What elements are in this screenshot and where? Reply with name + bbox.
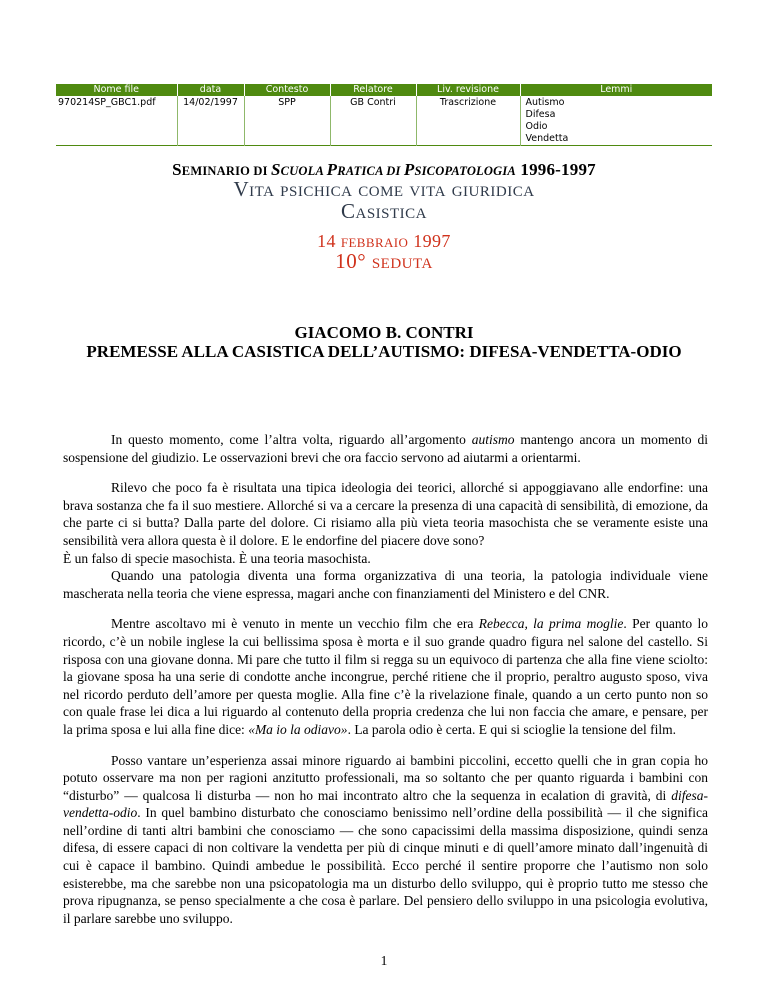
session-number: 10° seduta xyxy=(335,249,433,273)
paragraph: Rilevo che poco fa è risultata una tipica ideologia dei teorici, allorché si appoggiavano alle endorfine: una brava sostanza che fa il suo mestiere. Allorché si va a cercare la presenza di una capacità di sensibilità, di emozione, da che parte ci si butta? Dalla parte del dolore. Ci risiamo alla più vieta teoria masochista che se veramente esiste una sensibilità vera allora questa è il dolore. E le endorfine del piacere dove sono? xyxy=(63,480,708,548)
cell-file: 970214SP_GBC1.pdf xyxy=(56,96,177,146)
header-lemmi: Lemmi xyxy=(520,84,712,96)
talk-title: PREMESSE ALLA CASISTICA DELL’AUTISMO: DIFESA-VENDETTA-ODIO xyxy=(86,342,682,361)
doc-title-line1: Vita psichica come vita giuridica xyxy=(233,177,535,201)
paragraph: È un falso di specie masochista. È una teoria masochista. xyxy=(63,550,371,566)
header-speaker: Relatore xyxy=(330,84,416,96)
author-name: GIACOMO B. CONTRI xyxy=(294,323,474,342)
header-context: Contesto xyxy=(244,84,330,96)
header-date: data xyxy=(177,84,244,96)
cell-speaker: GB Contri xyxy=(330,96,416,146)
metadata-table xyxy=(56,84,712,146)
body-text xyxy=(63,431,708,940)
cell-revision: Trascrizione xyxy=(416,96,520,146)
session-date: 14 febbraio 1997 xyxy=(317,231,451,251)
header-file: Nome file xyxy=(56,84,177,96)
paragraph: In questo momento, come l’altra volta, riguardo all’argomento autismo mantengo ancora un momento di sospensione del giudizio. Le osservazioni brevi che ora faccio servono ad aiutarmi a orientarmi. xyxy=(63,432,708,465)
page-number: 1 xyxy=(380,953,388,968)
lemma-item: Autismo xyxy=(525,97,565,108)
doc-title-line2: Casistica xyxy=(340,199,427,223)
seminar-heading: SEMINARIO DI SCUOLA PRATICA DI PSICOPATOLOGIA 1996-1997 xyxy=(172,160,596,179)
lemma-item: Difesa xyxy=(525,109,556,120)
header-revision: Liv. revisione xyxy=(416,84,520,96)
metadata-header-row xyxy=(56,84,712,96)
cell-lemmi xyxy=(520,96,712,146)
cell-context: SPP xyxy=(244,96,330,146)
metadata-row xyxy=(56,96,712,146)
paragraph: Posso vantare un’esperienza assai minore riguardo ai bambini piccolini, eccetto quelli che in gran copia ho potuto osservare ma non per ragioni anzitutto professionali, ma so soltanto che per quanto riguarda i bambini con “disturbo” — qualcosa li disturba — non ho mai incontrato altro che la sequenza in ecalation di gravità, di difesa-vendetta-odio. In quel bambino disturbato che conosciamo benissimo nell’ordine della possibilità — il che significa nell’ordine di tanti altri bambini che conosciamo — che sono capacissimi della massima disposizione, quindi senza difesa, di essere capaci di non coltivare la vendetta per più di cinque minuti e di quell’amore minato dall’ingenuità di cui è capace il bambino. Quindi ambedue le possibilità. Ecco perché il sentire proporre che l’autismo non solo esisterebbe, ma che sarebbe non una psicopatologia ma un disturbo dello sviluppo, qui è proprio tutto me stesso che prova ripugnanza, se penso specialmente a che cosa è parlare. Del pensiero dello sviluppo in una psicologia evolutiva, il parlare sarebbe uno sviluppo. xyxy=(63,752,708,926)
cell-date: 14/02/1997 xyxy=(177,96,244,146)
lemma-item: Vendetta xyxy=(525,133,569,144)
lemma-item: Odio xyxy=(525,121,548,132)
paragraph: Quando una patologia diventa una forma organizzativa di una teoria, la patologia individuale viene mascherata nella teoria che viene espressa, magari anche con finanziamenti del Ministero e del CNR. xyxy=(63,568,708,601)
paragraph: Mentre ascoltavo mi è venuto in mente un vecchio film che era Rebecca, la prima moglie. Per quanto lo ricordo, c’è un nobile inglese la cui bellissima sposa è morta e il suo grande quadro figura nel salone del castello. Si risposa con una giovane donna. Mi pare che tutto il film si regga su un equivoco di partenza che alla fine viene sciolto: la giovane sposa ha una serie di condotte anche incongrue, perché ritiene che il proprio, peraltro augusto sposo, viva nel ricordo perduto dell’amore per questa moglie. Alla fine c’è la rivelazione finale, quando a un certo punto non so con quale frase lei dica a lui riguardo al contenuto della propria credenza che lui non faccia che amare, e pensare, per la prima sposa e lui alla fine dice: «Ma io la odiavo». La parola odio è certa. E qui si scioglie la tensione del film. xyxy=(63,616,708,737)
